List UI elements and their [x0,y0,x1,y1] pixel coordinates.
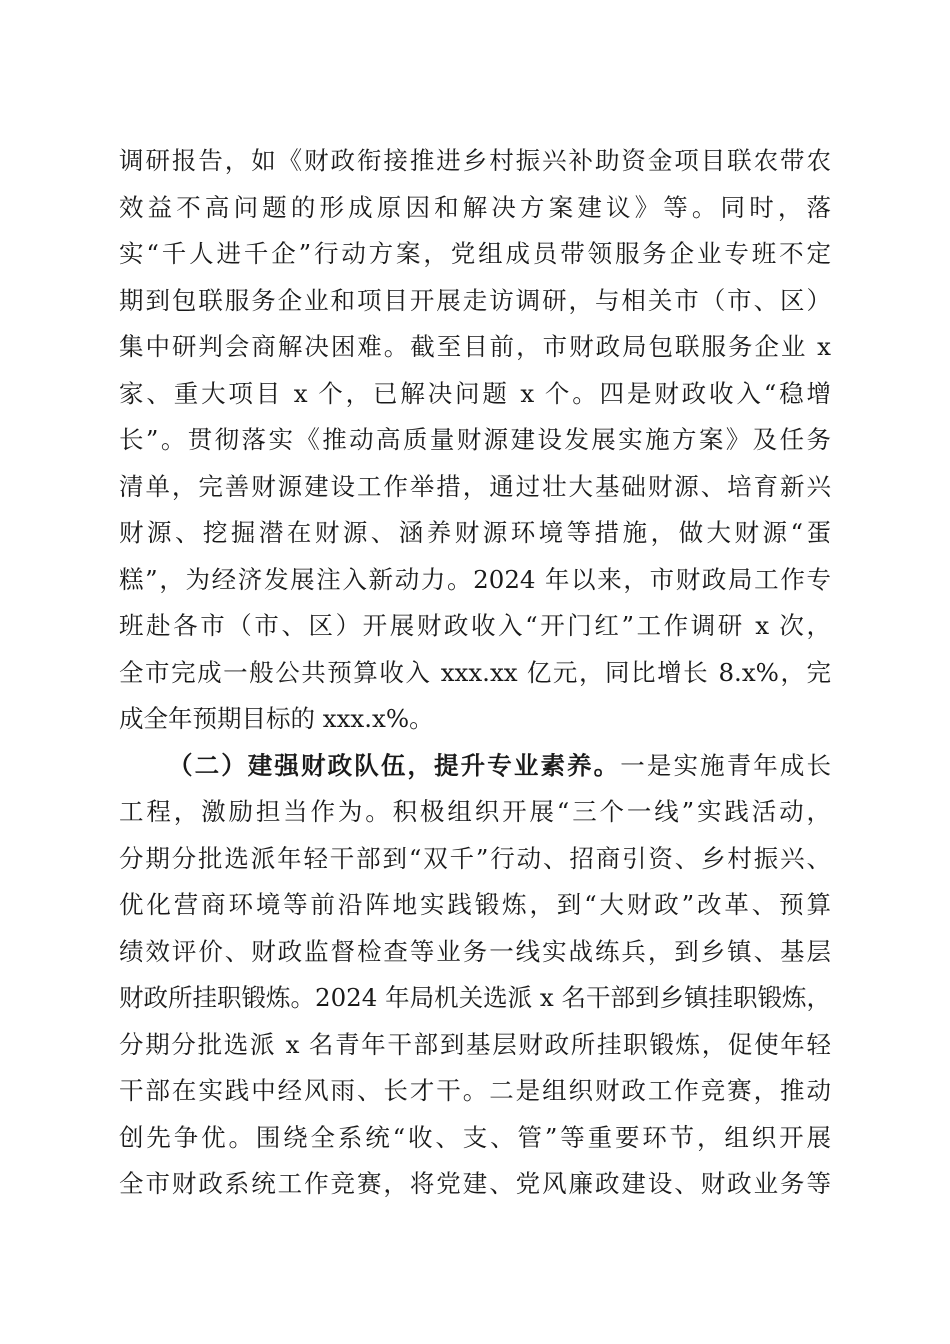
text-line: 长”。贯彻落实《推动高质量财源建设发展实施方案》及任务 [119,425,831,454]
text-line: 干部在实践中经风雨、长才干。二是组织财政工作竞赛，推动 [119,1076,831,1105]
text-line: 分期分批选派 x 名青年干部到基层财政所挂职锻炼，促使年轻 [119,1029,831,1059]
text-line: 全市完成一般公共预算收入 xxx.xx 亿元，同比增长 8.x%，完 [119,657,831,687]
section-heading: （二）建强财政队伍，提升专业素养。 [168,750,621,780]
text-line: 班赴各市（市、区）开展财政收入“开门红”工作调研 x 次， [119,611,831,640]
heading-line-rest: 一是实施青年成长 [620,750,832,780]
paragraph-2 [119,743,831,1208]
text-line: 创先争优。围绕全系统“收、支、管”等重要环节，组织开展 [119,1122,831,1152]
text-line: 清单，完善财源建设工作举措，通过壮大基础财源、培育新兴 [119,471,831,501]
body-text [119,138,831,1208]
text-line: 绩效评价、财政监督检查等业务一线实战练兵，到乡镇、基层 [119,936,831,966]
text-line: 调研报告，如《财政衔接推进乡村振兴补助资金项目联农带农 [119,146,831,175]
text-line: 财政所挂职锻炼。2024 年局机关选派 x 名干部到乡镇挂职锻炼， [119,983,832,1012]
text-line: 效益不高问题的形成原因和解决方案建议》等。同时，落 [119,192,831,222]
text-line: 实“千人进千企”行动方案，党组成员带领服务企业专班不定 [119,239,831,268]
section-heading-line [119,743,831,790]
text-line: 工程，激励担当作为。积极组织开展“三个一线”实践活动， [119,797,831,826]
text-line: 财源、挖掘潜在财源、涵养财源环境等措施，做大财源“蛋 [119,518,831,547]
paragraph-1 [119,138,831,743]
text-line: 糕”，为经济发展注入新动力。2024 年以来，市财政局工作专 [119,564,831,594]
text-line: 家、重大项目 x 个，已解决问题 x 个。四是财政收入“稳增 [119,378,831,408]
text-line: 成全年预期目标的 xxx.x%。 [119,704,434,733]
text-line: 优化营商环境等前沿阵地实践锻炼，到“大财政”改革、预算 [119,890,831,919]
text-line: 全市财政系统工作竞赛，将党建、党风廉政建设、财政业务等 [119,1169,831,1198]
text-line: 分期分批选派年轻干部到“双千”行动、招商引资、乡村振兴、 [119,843,831,873]
text-line: 集中研判会商解决困难。截至目前，市财政局包联服务企业 x [119,332,831,361]
text-line: 期到包联服务企业和项目开展走访调研，与相关市（市、区） [119,285,831,315]
